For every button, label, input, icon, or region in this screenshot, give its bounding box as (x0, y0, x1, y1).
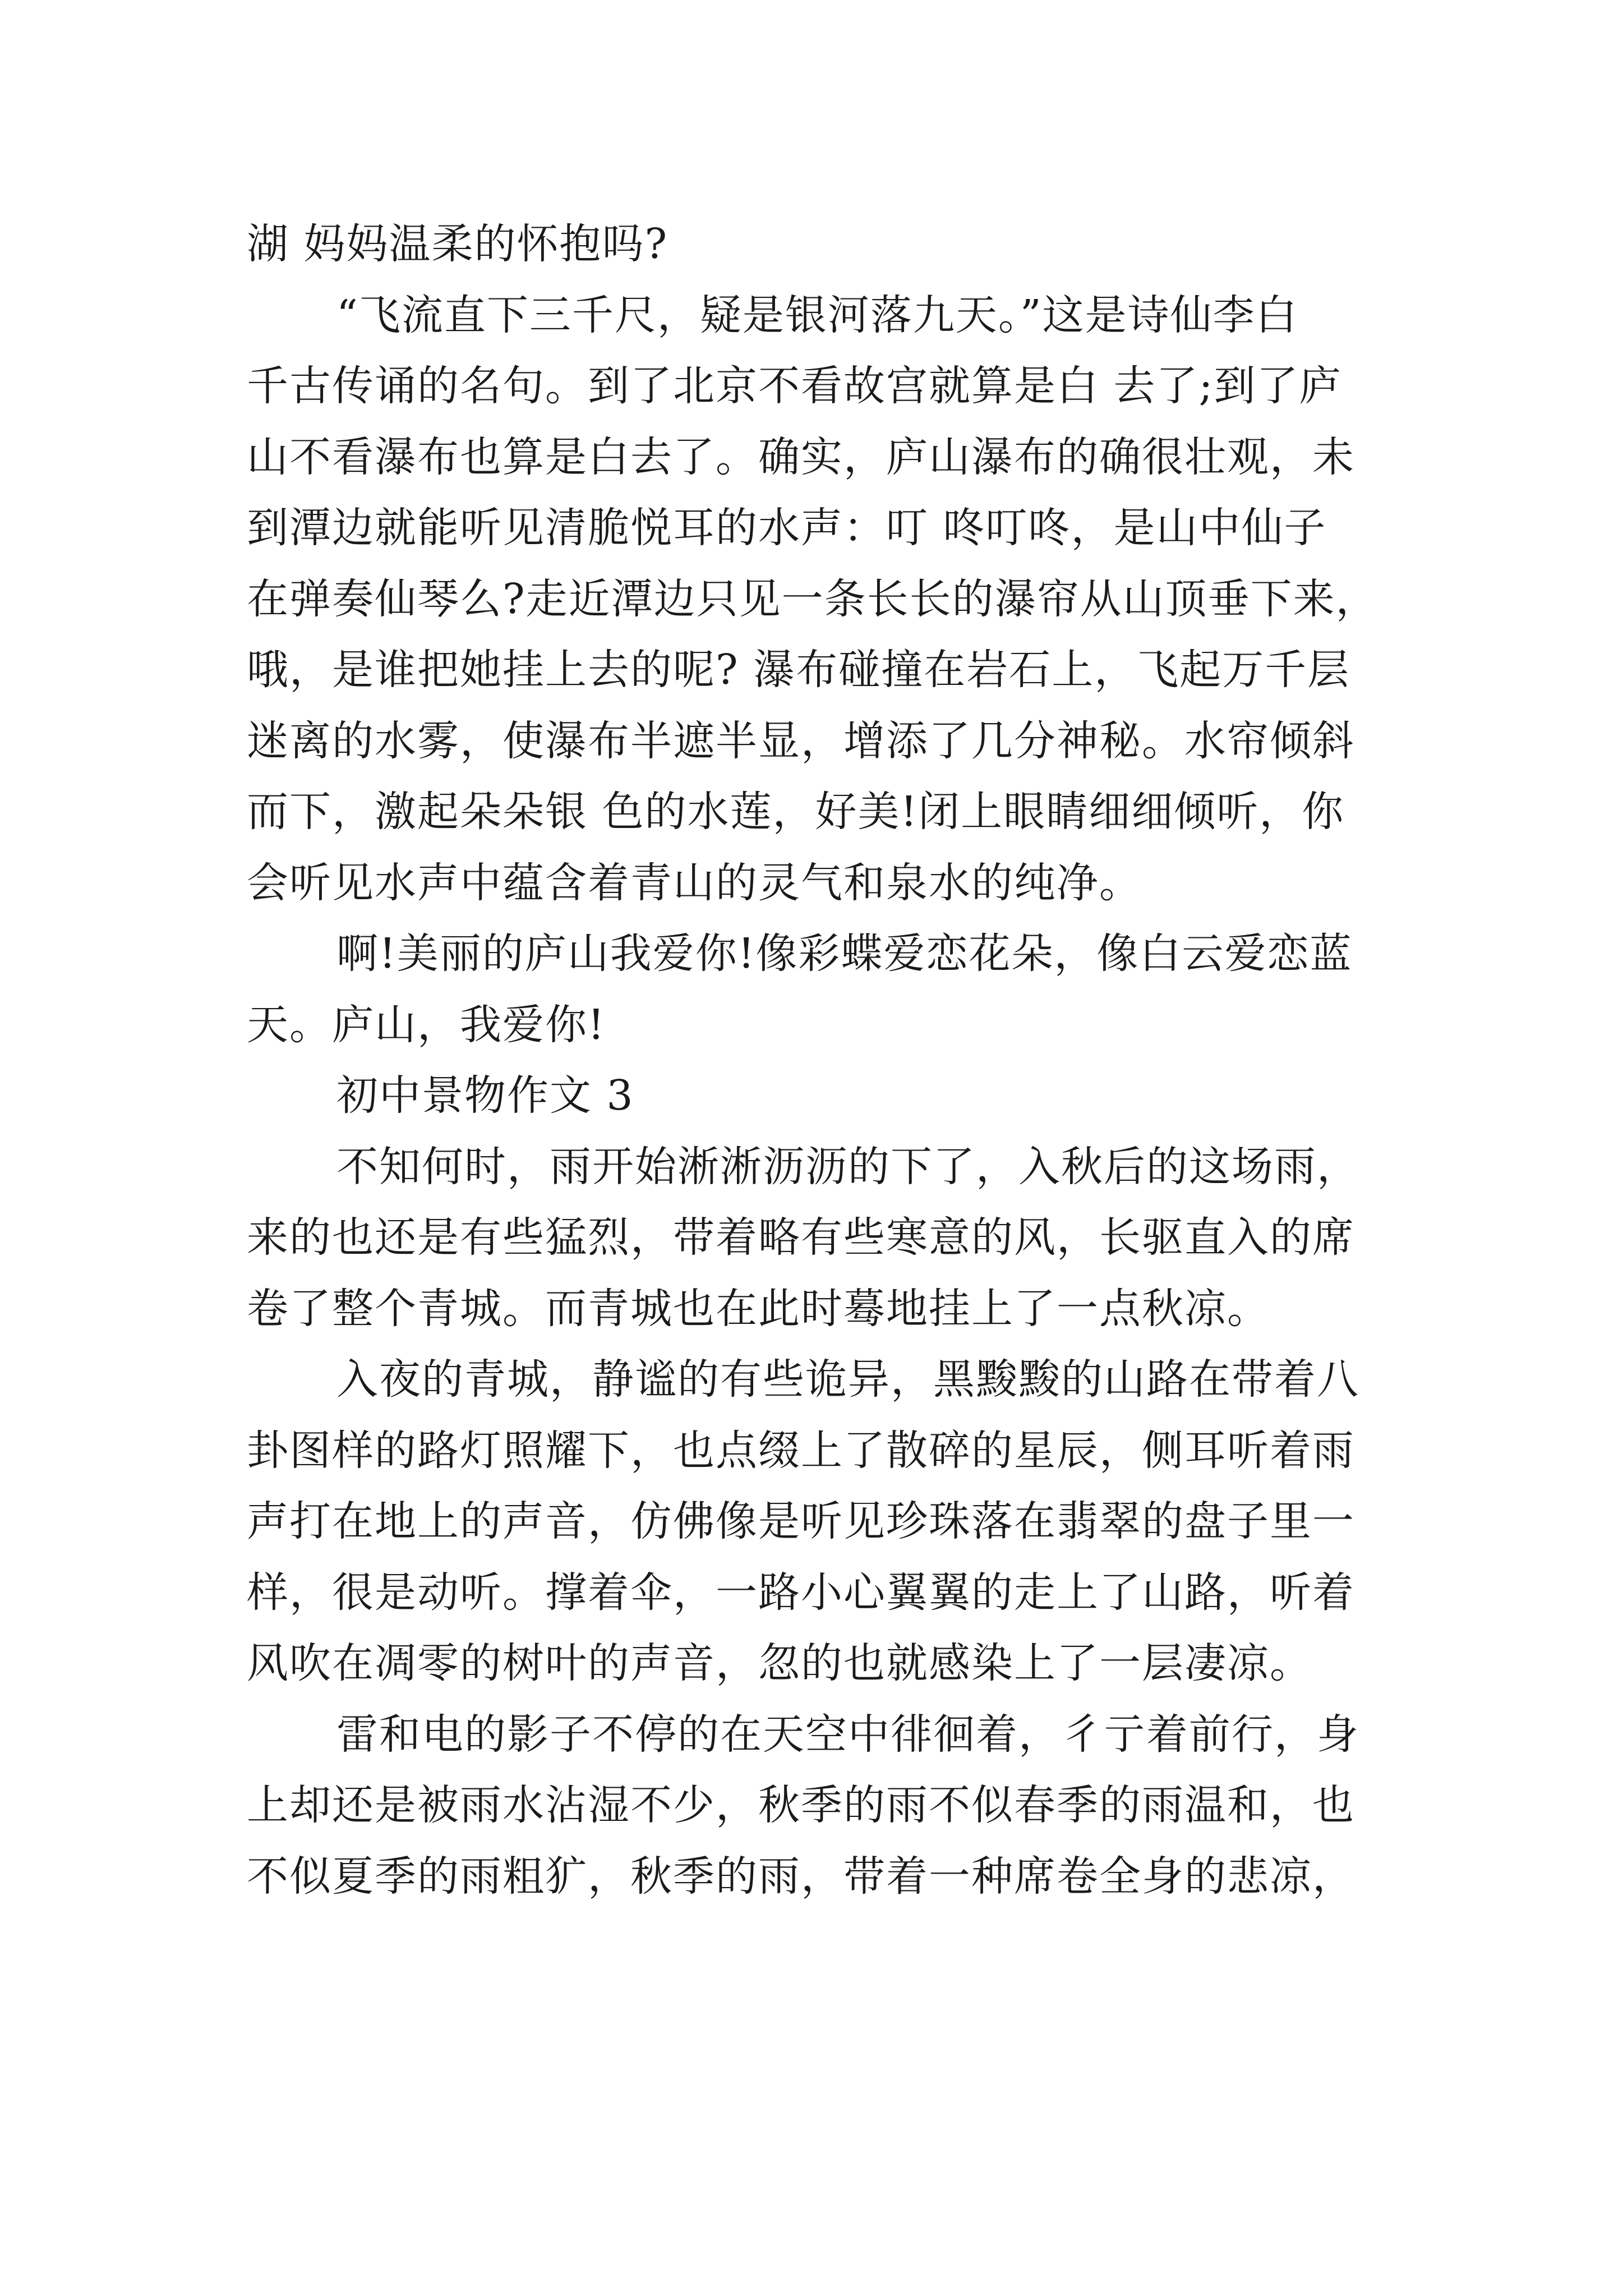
section-heading: 初中景物作文 3 (336, 1071, 634, 1120)
text-line: 雷和电的影子不停的在天空中徘徊着，彳亍着前行，身 (336, 1710, 1359, 1759)
text-line: 来的也还是有些猛烈，带着略有些寒意的风，长驱直入的席 (247, 1213, 1355, 1262)
text-line: 风吹在凋零的树叶的声音，忽的也就感染上了一层凄凉。 (247, 1639, 1312, 1687)
text-line: 卷了整个青城。而青城也在此时蓦地挂上了一点秋凉。 (247, 1284, 1270, 1333)
text-line: 会听见水声中蕴含着青山的灵气和泉水的纯净。 (247, 858, 1142, 907)
text-line: 到潭边就能听见清脆悦耳的水声：叮 咚叮咚，是山中仙子 (247, 504, 1327, 552)
text-line: 在弹奏仙琴么?走近潭边只见一条长长的瀑帘从山顶垂下来， (247, 574, 1378, 623)
text-line: 而下，激起朵朵银 色的水莲，好美!闭上眼睛细细倾听，你 (247, 788, 1345, 836)
text-line: 迷离的水雾，使瀑布半遮半显，增添了几分神秘。水帘倾斜 (247, 716, 1355, 765)
text-line: 山不看瀑布也算是白去了。确实，庐山瀑布的确很壮观，未 (247, 432, 1355, 481)
text-line: 声打在地上的声音，仿佛像是听见珍珠落在翡翠的盘子里一 (247, 1497, 1355, 1545)
text-line: 上却还是被雨水沾湿不少，秋季的雨不似春季的雨温和，也 (247, 1781, 1355, 1829)
text-line: 湖 妈妈温柔的怀抱吗? (247, 220, 668, 268)
text-line: 不知何时，雨开始淅淅沥沥的下了，入秋后的这场雨， (336, 1142, 1359, 1191)
text-line: 天。庐山，我爱你! (247, 1000, 606, 1049)
document-body (247, 209, 1391, 1912)
text-line: 入夜的青城，静谧的有些诡异，黑黢黢的山路在带着八 (336, 1355, 1359, 1404)
text-line: 千古传诵的名句。到了北京不看故宫就算是白 去了;到了庐 (247, 362, 1342, 410)
text-line: 样，很是动听。撑着伞，一路小心翼翼的走上了山路，听着 (247, 1568, 1355, 1617)
text-line: 卦图样的路灯照耀下，也点缀上了散碎的星辰，侧耳听着雨 (247, 1426, 1355, 1475)
text-line: 啊!美丽的庐山我爱你!像彩蝶爱恋花朵，像白云爱恋蓝 (336, 930, 1353, 978)
text-line: “飞流直下三千尺，疑是银河落九天。”这是诗仙李白 (336, 291, 1298, 339)
text-line: 哦，是谁把她挂上去的呢? 瀑布碰撞在岩石上，飞起万千层 (247, 646, 1350, 694)
text-line: 不似夏季的雨粗犷，秋季的雨，带着一种席卷全身的悲凉， (247, 1852, 1355, 1901)
